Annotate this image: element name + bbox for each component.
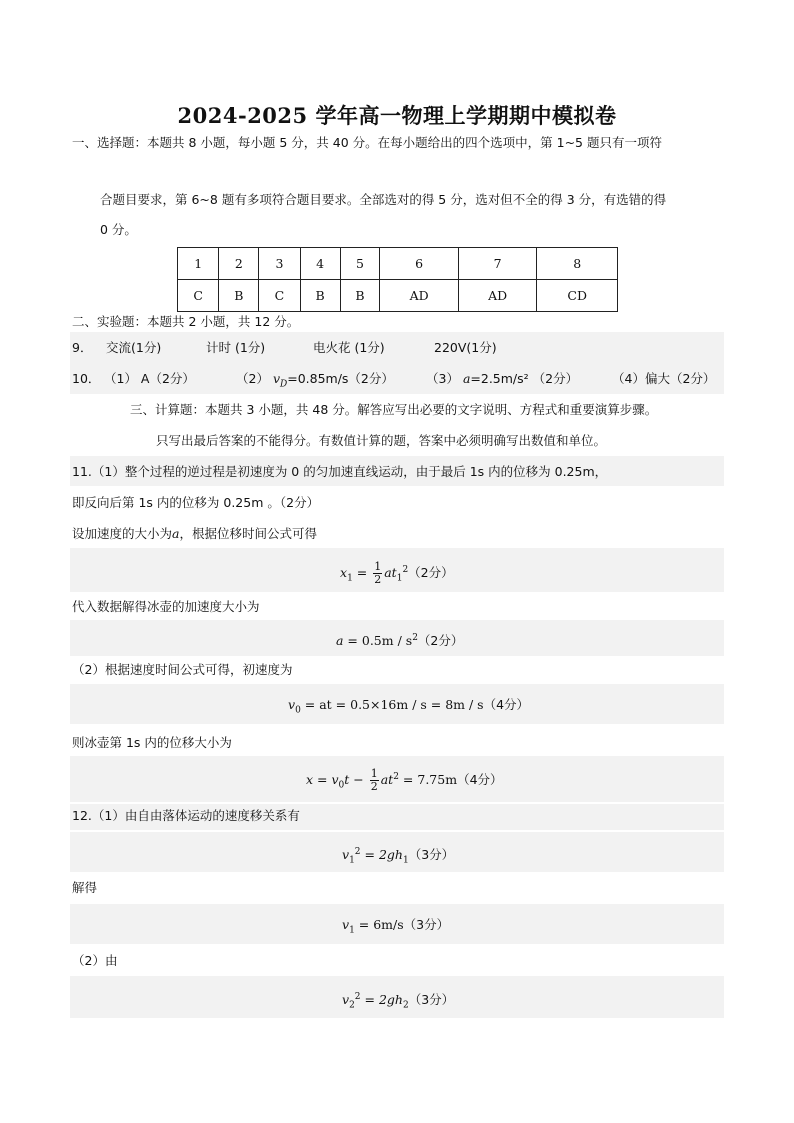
q11-eq2-score: （2分） [417,633,464,649]
page-title: 2024-2025 学年高一物理上学期期中模拟卷 [177,103,617,128]
table-cell: B [340,280,380,312]
q11-eq2-var: a [336,633,344,649]
q12-eq2-var: v [342,917,350,932]
q12-eq3-rest: = 2gh [360,992,403,1008]
q11-eq1-lhs: x [340,565,348,581]
q12-equation-1 [342,843,454,870]
q10-part3-rest: =2.5m/s² （2分） [470,371,579,386]
q11-eq1-den: 2 [374,573,382,587]
q11-eq1-mid: = [352,565,372,581]
section2-header: 二、实验题：本题共 2 小题，共 12 分。 [72,314,300,329]
table-cell: C [178,280,219,312]
q11-line3-pre: 设加速度的大小为 [72,526,173,541]
q11-eq4-mid: t − [344,772,368,788]
table-cell: 5 [340,248,380,280]
q12-eq1-rest: = 2gh [360,847,403,863]
q12-line1: 12.（1）由自由落体运动的速度移关系有 [72,808,300,823]
q12-eq3-sub: 2 [349,1000,355,1011]
q11-eq1-rhs-sup: 2 [402,565,409,575]
q12-eq1-rest-sub: 1 [402,855,409,866]
q11-eq4-lhs: x = v [306,772,339,788]
table-cell: 8 [537,248,618,280]
q10-part3 [426,370,578,388]
section1-line1: 一、选择题：本题共 8 小题，每小题 5 分，共 40 分。在每小题给出的四个选项中，第 1~5 题只有一项符 [72,135,662,150]
q10-part3-label: （3） [426,371,459,386]
q11-equation-1 [340,561,454,588]
q11-eq1-num: 1 [374,560,382,574]
q12-line3: （2）由 [72,953,118,968]
q10-part2-var: v [272,371,280,386]
q9-number: 9． [72,340,93,355]
table-cell: B [300,280,340,312]
q11-eq2-sup: 2 [412,633,418,643]
q11-eq4-tail: = 7.75m [398,772,458,788]
q11-eq4-rhs: at [380,772,394,788]
q11-eq3-sub: 0 [295,705,301,716]
q12-eq2-rest: = 6m/s [354,917,404,932]
section1-line2: 合题目要求，第 6~8 题有多项符合题目要求。全部选对的得 5 分，选对但不全的得 3 分，有选错的得 [100,192,667,207]
q11-line6: 则冰壶第 1s 内的位移大小为 [72,735,232,750]
q12-eq2-score: （3分） [403,917,450,932]
q11-line2: 即反向后第 1s 内的位移为 0.25m 。（2分） [72,495,320,510]
q12-eq3-rest-sub: 2 [402,1000,409,1011]
table-cell: C [259,280,300,312]
q12-eq3-score: （3分） [408,992,455,1008]
q9-answer-4: 220V(1分) [434,340,497,355]
table-cell: CD [537,280,618,312]
q10-part2-rest: =0.85m/s（2分） [287,371,394,386]
q10-part1: （1） A（2分） [104,371,195,386]
q11-line5: （2）根据速度时间公式可得，初速度为 [72,662,293,677]
q9-answer-1: 交流(1分) [106,340,162,355]
q10-part2 [236,370,394,394]
q11-equation-4 [306,768,503,795]
q11-eq1-score: （2分） [408,565,454,581]
q11-eq1-sub: 1 [347,573,353,584]
q11-equation-2 [336,629,463,650]
q10-part2-sub: D [280,379,288,390]
q12-eq1-score: （3分） [408,847,455,863]
q12-eq3-sup: 2 [354,992,361,1002]
table-cell: 1 [178,248,219,280]
table-cell: 4 [300,248,340,280]
q12-eq1-var: v [342,847,350,863]
q11-eq4-num: 1 [370,767,378,781]
q11-eq3-score: （4分） [483,697,530,712]
q12-equation-2 [342,916,449,940]
q11-equation-3 [288,696,529,720]
q9-answer-2: 计时 (1分) [206,340,266,355]
table-cell: 2 [219,248,259,280]
answer-table-row-numbers [178,248,618,280]
section3-line1: 三、计算题：本题共 3 小题，共 48 分。解答应写出必要的文字说明、方程式和重要演算步骤。 [130,402,658,417]
table-cell: 7 [458,248,537,280]
q11-eq3-rest: = at = 0.5×16m / s = 8m / s [300,697,484,712]
q12-line2: 解得 [72,880,98,895]
q10-part4: （4）偏大（2分） [612,371,716,386]
q12-eq3-var: v [342,992,350,1008]
q11-line3-post: ，根据位移时间公式可得 [179,526,317,541]
q11-line3-var: a [172,526,180,541]
q10-part2-label: （2） [236,371,269,386]
q11-eq4-fraction [370,768,379,793]
q11-eq4-sub: 0 [338,780,345,791]
q11-eq1-fraction [373,561,382,586]
section3-line2: 只写出最后答案的不能得分。有数值计算的题，答案中必须明确写出数值和单位。 [156,433,607,448]
q11-eq4-den: 2 [370,780,378,794]
q12-equation-3 [342,988,454,1015]
table-cell: AD [380,280,459,312]
q11-eq4-score: （4分） [457,772,503,788]
table-cell: B [219,280,259,312]
q11-eq1-rhs: at [384,565,397,581]
table-cell: 6 [380,248,459,280]
q11-eq4-sup: 2 [393,772,399,782]
q9-answer-3: 电火花 (1分) [313,340,385,355]
q11-eq3-var: v [288,697,296,712]
q11-line1: 11.（1）整个过程的逆过程是初速度为 0 的匀加速直线运动，由于最后 1s 内的位移为 0.25m， [72,464,608,479]
q11-line4: 代入数据解得冰壶的加速度大小为 [72,599,260,614]
table-cell: AD [458,280,537,312]
q12-eq1-sub: 1 [349,855,355,866]
q12-eq1-sup: 2 [354,847,361,857]
q11-eq2-rest: = 0.5m / s [343,633,413,649]
q11-line3 [72,525,317,543]
q10-part3-var: a [462,371,471,386]
q11-eq1-rhs-sub: 1 [396,573,403,584]
q12-eq2-sub: 1 [349,925,355,936]
section1-line3: 0 分。 [100,222,137,237]
table-cell: 3 [259,248,300,280]
answer-table [177,247,618,312]
q10-number: 10． [72,371,101,386]
